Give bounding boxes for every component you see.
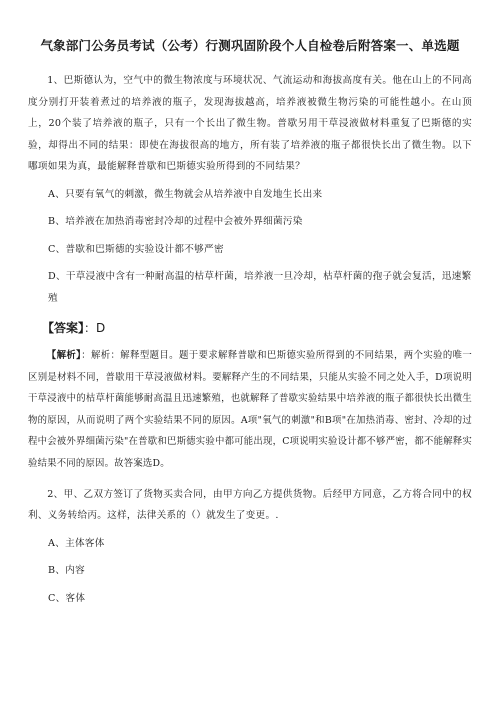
- analysis-text: ：解析：解释型题目。题于要求解释普歇和巴斯德实验所得到的不同结果，两个实验的唯一区别是材料不同，普歇用干草浸液做材料。要解释产生的不同结果，只能从实验不同之处入手，D项说明干草浸液中的枯草杆菌能够耐高温且迅速繁殖，也就解释了普歇实验结果中培养液的瓶子都很快长出微生物的原因，从而说明了两个实验结果不同的原因。A项"氧气的刺激"和B项"在加热消毒、密封、冷却的过程中会被外界细菌污染"在普歇和巴斯德实验中都可能出现，C项说明实验设计都不够严密，都不能解释实验结果不同的原因。故答案选D。: [28, 350, 472, 469]
- question-1-option-b: B、培养液在加热消毒密封冷却的过程中会被外界细菌污染: [48, 216, 303, 227]
- page-title: 气象部门公务员考试（公考）行测巩固阶段个人自检卷后附答案一、单选题: [40, 38, 460, 53]
- answer-value: ：D: [84, 321, 106, 335]
- question-1-option-a: A、只要有氧气的刺激，微生物就会从培养液中自发地生长出来: [48, 188, 323, 200]
- question-1-analysis: [28, 345, 472, 474]
- question-1-answer: [42, 319, 472, 336]
- question-2-stem: 2、甲、乙双方签订了货物买卖合同，由甲方向乙方提供货物。后经甲方同意，乙方将合同中的权利、义务转给丙。这样，法律关系的（）就发生了变更。.: [28, 488, 472, 522]
- question-2-option-a: A、主体客体: [48, 537, 105, 549]
- question-1-stem: 1、巴斯德认为，空气中的微生物浓度与环境状况、气流运动和海拔高度有关。他在山上的不同高度分别打开装着煮过的培养液的瓶子，发现海拔越高，培养液被微生物污染的可能性越小。在山顶上，20个装了培养液的瓶子，只有一个长出了微生物。普歇另用干草浸液做材料重复了巴斯德的实验，却得出不同的结果：即使在海拔很高的地方，所有装了培养液的瓶子都很快长出了微生物。以下哪项如果为真，最能解释普歇和巴斯德实验所得到的不同结果？: [28, 75, 472, 172]
- answer-label: 【答案】: [42, 321, 85, 335]
- question-2-option-b: B、内容: [48, 565, 86, 577]
- question-1-option-c: C、普歇和巴斯德的实验设计都不够严密: [48, 243, 224, 255]
- question-2-option-c: C、客体: [48, 592, 86, 604]
- question-1-option-d: D、干草浸液中含有一种耐高温的枯草杆菌，培养液一旦冷却，枯草杆菌的孢子就会复活，迅速繁殖: [48, 271, 472, 304]
- analysis-label: 【解析】: [46, 350, 82, 362]
